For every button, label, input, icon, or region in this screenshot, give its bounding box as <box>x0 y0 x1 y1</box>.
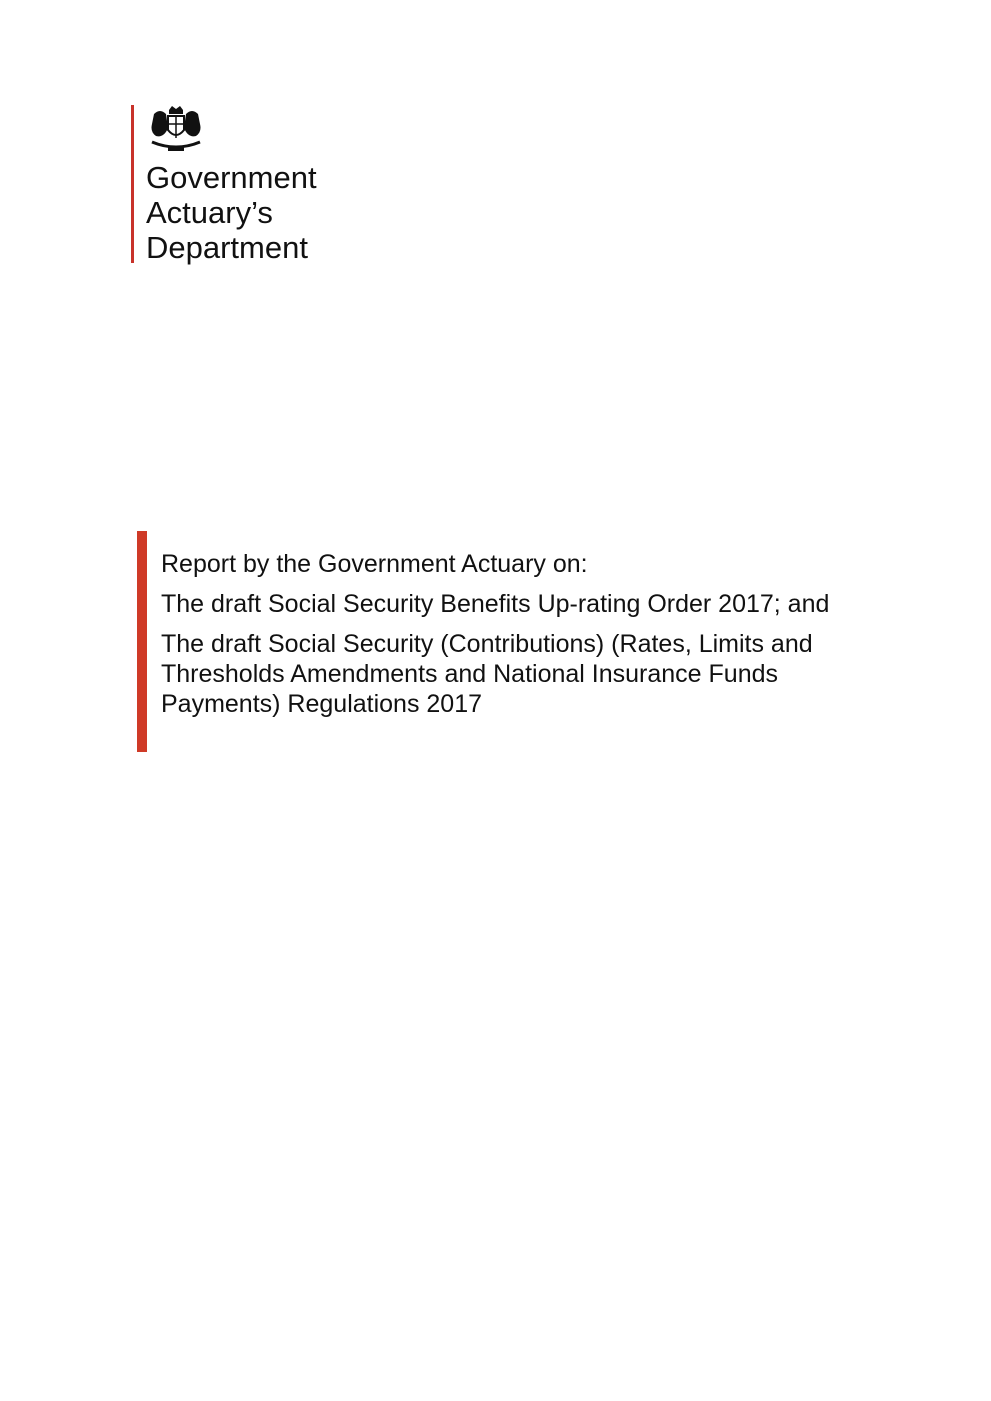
department-name <box>146 160 317 265</box>
report-item-1: The draft Social Security Benefits Up-rating Order 2017; and <box>161 590 830 618</box>
coat-of-arms-icon <box>146 104 206 154</box>
report-intro: Report by the Government Actuary on: <box>161 550 588 578</box>
report-title <box>161 549 901 729</box>
department-line: Government <box>146 160 317 195</box>
logo-accent-bar <box>131 105 134 263</box>
department-line: Department <box>146 230 308 265</box>
report-item-2: The draft Social Security (Contributions) (Rates, Limits and Thresholds Amendments and National Insurance Funds Payments) Regulations 2017 <box>161 630 813 718</box>
title-accent-bar <box>137 531 147 752</box>
department-line: Actuary’s <box>146 195 273 230</box>
